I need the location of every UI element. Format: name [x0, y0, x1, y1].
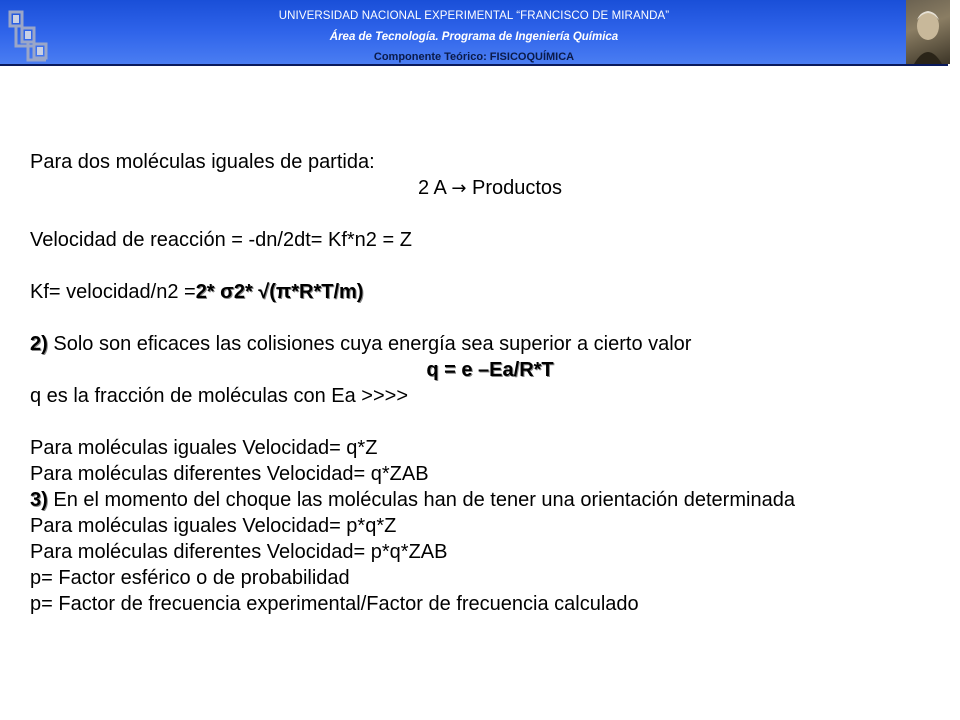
- velocity-equation: Velocidad de reacción = -dn/2dt= Kf*n2 = Z: [30, 229, 412, 251]
- kf-prefix: Kf= velocidad/n2 =: [30, 281, 196, 303]
- header-banner: [0, 0, 948, 64]
- point-3-text: En el momento del choque las moléculas han de tener una orientación determinada: [47, 489, 795, 511]
- q-formula: [30, 357, 950, 383]
- q-formula-text: q = e –Ea/R*T: [426, 359, 554, 381]
- reaction-equation: [30, 175, 950, 201]
- q-description: q es la fracción de moléculas con Ea >>>>: [30, 385, 409, 407]
- same-molecules-q: Para moléculas iguales Velocidad= q*Z: [30, 437, 378, 459]
- portrait-image: [906, 0, 950, 64]
- right-arrow-icon: →: [451, 178, 467, 199]
- course-component: Componente Teórico: FISICOQUÍMICA: [373, 51, 575, 63]
- spacer: [30, 253, 950, 279]
- spacer: [30, 409, 950, 435]
- intro-line: Para dos moléculas iguales de partida:: [30, 151, 375, 173]
- p-definition-2: p= Factor de frecuencia experimental/Factor de frecuencia calculado: [30, 593, 639, 615]
- kf-formula: 2* σ2* √(π*R*T/m): [195, 281, 364, 303]
- point-2-text: Solo son eficaces las colisiones cuya energía sea superior a cierto valor: [47, 333, 692, 355]
- spacer: [30, 305, 950, 331]
- header-divider: [0, 64, 948, 66]
- program-area: Área de Tecnología. Programa de Ingeniería Química: [329, 31, 619, 43]
- slide-content: [30, 149, 950, 617]
- reaction-reactants: 2 A: [417, 177, 452, 199]
- spacer: [30, 201, 950, 227]
- different-molecules-pq: Para moléculas diferentes Velocidad= p*q*ZAB: [30, 541, 448, 563]
- same-molecules-pq: Para moléculas iguales Velocidad= p*q*Z: [30, 515, 397, 537]
- kf-equation: [30, 279, 950, 305]
- university-name: UNIVERSIDAD NACIONAL EXPERIMENTAL “FRANCISCO DE MIRANDA”: [278, 10, 670, 22]
- point-2-number: 2): [30, 333, 48, 355]
- point-2: [30, 331, 950, 357]
- p-definition-1: p= Factor esférico o de probabilidad: [30, 567, 350, 589]
- university-logo: [6, 6, 58, 66]
- point-3: [30, 487, 950, 513]
- point-3-number: 3): [30, 489, 48, 511]
- different-molecules-q: Para moléculas diferentes Velocidad= q*ZAB: [30, 463, 429, 485]
- reaction-products: Productos: [466, 177, 563, 199]
